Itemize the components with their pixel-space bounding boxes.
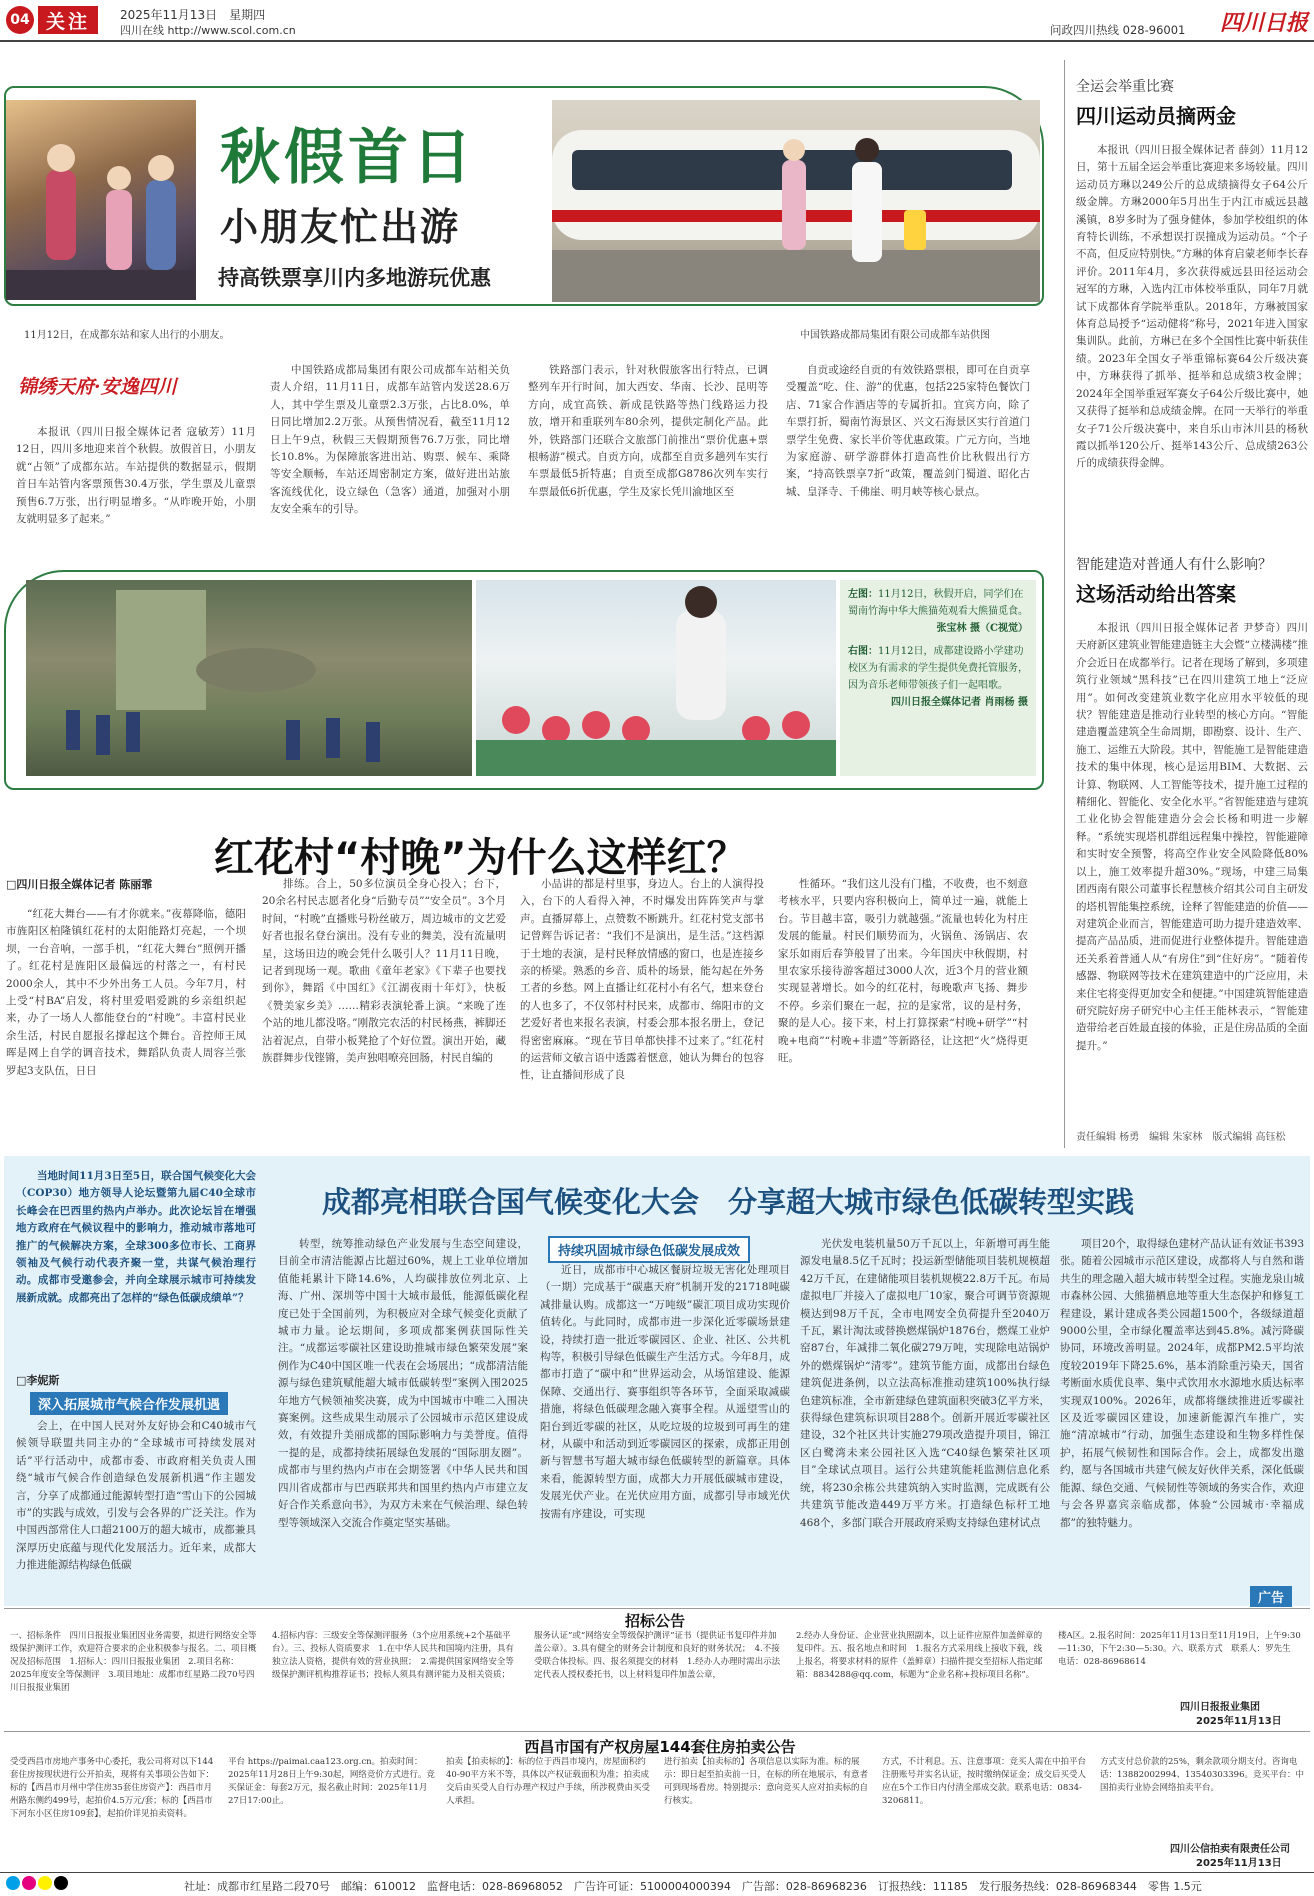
ad2-col-6: 方式支付总价款的25%，剩余款项分期支付。咨询电话：13882002994、13540303396。竞买平台：中国拍卖行业协会网络拍卖平台。 (1100, 1757, 1304, 1793)
ad1-signer: 四川日报报业集团 (1180, 1702, 1260, 1713)
ad2-col-1: 受受西昌市房地产事务中心委托，我公司将对以下144套住房按现状进行公开拍卖，现将有关事项公告如下：标的【西昌市月州中学住房35套住房资产】：西昌市月州路东侧约499号，起拍价4.5万元/套；标的【西昌市下河东小区住房109套】，起拍价详见拍卖资料。 (10, 1757, 215, 1819)
ad2-signer: 四川公信拍卖有限责任公司 (1170, 1844, 1290, 1855)
feature-col-4: 自贡或途经自贡的有效铁路票根，即可在自贡享受覆盖“吃、住、游”的优惠，包括225家特色餐饮门店、71家合作酒店等的专属折扣。宜宾方向，除了车票打折，蜀南竹海景区、兴文石海景区实行首道门票学生免费、家长半价等优惠政策。广元方向，当地为家庭游、研学游群体打造高性价比秋假出行方案，“持高铁票享7折”政策，覆盖剑门蜀道、昭化古城、皇泽寺、千佛崖、明月峡等核心景点。 (786, 364, 1030, 498)
climate-box-head-1: 深入拓展城市气候合作发展机遇 (30, 1392, 228, 1415)
newspaper-logo: 四川日报 (1220, 10, 1309, 36)
column-logo: 锦绣天府·安逸四川 (18, 376, 177, 398)
ad1-title: 招标公告 (624, 1612, 685, 1630)
registration-dot-icon (22, 1876, 36, 1890)
photo-caption-left: 11月12日，在成都东站和家人出行的小朋友。 (24, 330, 230, 341)
climate-intro-author: □李妮斯 (16, 1374, 60, 1387)
page-number: 04 (6, 6, 34, 34)
header-rule (0, 40, 1314, 42)
village-byline: □四川日报全媒体记者 陈丽霏 (6, 878, 153, 891)
classroom-icon (476, 580, 836, 776)
ad2-col-3: 拍卖【拍卖标的】：标的位于西昌市境内，房屋面积约40-90平方米不等，具体以产权证载面积为准；拍卖成交后由买受人自行办理产权过户手续，所涉税费由买受人承担。 (446, 1757, 651, 1806)
village-col-3: 小品讲的都是村里事，身边人。台上的人演得投入，台下的人看得入神，不时爆发出阵阵笑声与掌声。直播屏幕上，点赞数不断跳升。红花村党支部书记曾辉告诉记者：“我们不是演出，是生活。”这档源于土地的表演，是村民释放情感的窗口，也是连接乡亲的桥梁。熟悉的乡音、质朴的场景，能勾起在外务工者的乡愁。网上直播让红花村小有名气，想来登台的人也多了，不仅邻村村民来，成都市、绵阳市的文艺爱好者也来报名表演，村委会那本报名册上，登记得密密麻麻。“现在节目单都快排不过来了。”红花村的运营师文敏言语中透露着惬意，她认为舞台的包容性，让直播间形成了良 (520, 878, 764, 1082)
climate-col-3: 近日，成都市中心城区餐厨垃圾无害化处理项目（一期）完成基于“碳惠天府”机制开发的21718吨碳减排量认购。成都这一“万吨级”碳汇项目成功实现价值转化。与此同时，成都市进一步深化近零碳场景建设，持续打造一批近零碳园区、企业、社区、公共机构等，积极引导绿色低碳生产生活方式。今年8月，成都市打造了“碳中和”世界运动会，从场馆建设、能源保障、交通出行、赛事组织等各环节，全面采取减碳措施，将绿色低碳理念融入赛事全程。从遥望雪山的阳台到近零碳的社区，从吃垃圾的垃圾到可再生的建材，从碳中和活动到近零碳园区的探索，成都正用创新与智慧书写超大城市绿色低碳转型的新篇章。具体来看，能源转型方面，成都大力开展低碳城市建设，发展光伏产业。在光伏应用方面，成都引导市域光伏按需有序建设，可实现 (540, 1264, 790, 1520)
train-icon (552, 100, 1040, 302)
ad2-title: 西昌市国有产权房屋144套住房拍卖公告 (524, 1738, 796, 1756)
feature-col-2: 中国铁路成都局集团有限公司成都车站相关负责人介绍，11月11日，成都车站管内发送28.6万人，其中学生票及儿童票2.3万张，占比8.0%，单日同比增加2.2万张。从预售情况看，截至11月12日上午9点，秋假三天假期预售76.7万张，同比增长10.8%。为保障旅客进出站、购票、候车、乘降等安全顺畅，车站还周密制定方案，做好进出站旅客流线优化，设立绿色（急客）通道，加强对小朋友安全乘车的引导。 (270, 364, 510, 516)
hotline: 问政四川热线 028-96001 (1050, 23, 1186, 37)
climate-col-4: 光伏发电装机量50万千瓦以上，年新增可再生能源发电量8.5亿千瓦时；投运新型储能项目装机规模超42万千瓦，在建储能项目装机规模22.8万千瓦。布局虚拟电厂并接入了虚拟电厂10家，聚合可调节资源规模达到98万千瓦，全市电网安全负荷提升至2040万千瓦，累计淘汰或替换燃煤锅炉1876台，燃煤工业炉窑87台，年减排二氧化碳279万吨，实现除电站锅炉外的燃煤锅炉“清零”。建筑节能方面，成都出台绿色建筑促进条例，以立法高标准推动建筑100%执行绿色建筑标准，全市新建绿色建筑面积突破3亿平方米，获得绿色建筑标识项目288个。创新开展近零碳社区建设，32个社区共计实施279项改造提升项目，锦江区白鹭湾未来公园社区入选“C40绿色繁荣社区项目”全球试点项目。运行公共建筑能耗监测信息化系统，将230余栋公共建筑纳入实时监测，完成既有公共建筑节能改造449万平方米。打造绿色标杆工地468个，多部门联合开展政府采购支持绿色建材试点 (800, 1238, 1050, 1529)
editors-line: 责任编辑 杨勇 编辑 朱家林 版式编辑 高钰松 (1076, 1132, 1286, 1143)
feature-sub-title: 小朋友忙出游 (220, 205, 461, 249)
issue-date: 2025年11月13日 星期四 (120, 8, 266, 22)
feature-col-3: 铁路部门表示，针对秋假旅客出行特点，已调整列车开行时间，加大西安、华南、长沙、昆明等方向，成宜高铁、新成昆铁路等热门线路运力投放，增开和重联列车80余列，提供定制化产品。此外，铁路部门还联合文旅部门前推出“票价优惠+票根畅游”模式。自贡方向，成都至自贡多趟列车实行车票最低5折特惠；自贡至成都G8786次列车实行车票最低6折优惠，学生及家长凭川渝地区至 (528, 364, 768, 498)
sports-kicker: 全运会举重比赛 (1076, 79, 1174, 95)
caption-left-photo: 左图：11月12日，秋假开启，同学们在蜀南竹海中华大熊猫苑观看大熊猫觅食。 (848, 589, 1028, 617)
ad1-col-4: 2.经办人身份证、企业营业执照副本，以上证件应原件加盖鲜章的复印件。五、报名地点和时间 1.报名方式采用线上接收下载，线上报名，将要求材料的原件（盖鲜章）扫描件提交至招标人指定邮箱：8834288@qq.com，标题为“企业名称+投标项目名称”。 (796, 1631, 1043, 1680)
construction-title: 这场活动给出答案 (1076, 582, 1236, 606)
ad2-col-2: 平台 https://paimai.caa123.org.cn。拍卖时间：2025年11月28日上午9:30起，网络竞价方式进行。竞买保证金：每套2万元，报名截止时间：2025年11月27日17:00止。 (228, 1757, 435, 1806)
photo-panda-park (26, 580, 472, 776)
photo-classroom-singing (476, 580, 836, 776)
climate-title: 成都亮相联合国气候变化大会 分享超大城市绿色低碳转型实践 (322, 1185, 1135, 1219)
feature-main-title: 秋假首日 (220, 123, 476, 193)
color-registration-mark (6, 1876, 176, 1892)
registration-dot-icon (38, 1876, 52, 1890)
construction-body: 本报讯（四川日报全媒体记者 尹梦奇）四川天府新区建筑业智能建造链主大会暨“立楼满楼”推介会近日在成都举行。记者在现场了解到，多项建筑行业领域“黑科技”已在四川建筑工地上“泛应用”。如何改变建筑业数字化应用水平较低的现状？智能建造是推动行业转型的核心方向。“智能建造覆盖建筑全生命周期，即勘察、设计、生产、施工、运维五大阶段。其中，智能施工是智能建造技术的集中体现，核心是运用BIM、大数据、云计算、物联网、人工智能等技术，提升施工过程的精细化、智能化、安全化水平。”省智能建造与建筑工业化协会智能建造分会会长杨和明进一步解释。“系统实现塔机群组远程集中操控，智能避障和实时安全预警，将高空作业安全风险降低80%以上，施工效率提升超30%。”现场，中建三局集团西南有限公司董事长程慧核介绍其公司自主研发的塔机智能集控系统，诠释了智能建造的价值——对建筑企业而言，智能建造可助力提升建造效率、提高产品品质，进而促进行业整体提升。智能建造还关系着普通人从“有房住”到“住好房”。“随着传感器、物联网等技术在建筑建造中的广泛应用，未来住宅将变得更加安全和便捷。”中国建筑智能建造研究院好房子研究中心主任王能林表示，“智能建造带给老百姓最直接的体验，正是住房品质的全面提升。” (1076, 622, 1308, 1052)
ad1-col-1: 一、招标条件 四川日报报业集团因业务需要，拟进行网络安全等级保护测评工作，欢迎符合要求的企业积极参与报名。二、项目概况及招标范围 1.招标人：四川日报报业集团 2.项目名称：2025年度安全等保测评 3.项目地址：成都市红星路二段70号四川日报报业集团 (10, 1631, 257, 1693)
feature-col-1: 本报讯（四川日报全媒体记者 寇敏芳）11月12日，四川多地迎来首个秋假。放假首日，小朋友就“占领”了成都东站。车站提供的数据显示，假期首日车站管内客票预售30.4万张，学生票及儿童票预售6.7万张，出行明显增多。“从昨晚开始，小朋友就明显多了起来。” (16, 426, 256, 526)
ad1-col-3: 服务认证”或“网络安全等级保护测评”证书（提供证书复印件并加盖公章）。3.具有健全的财务会计制度和良好的财务状况； 4.不接受联合体投标。四、报名须提交的材料 1.经办人办理时需出示法定代表人授权委托书，以上材料复印件加盖公章， (534, 1631, 781, 1680)
photo-children-station (6, 100, 196, 300)
footer-info: 社址：成都市红星路二段70号 邮编：610012 监督电话：028-86968052 广告许可证：5100004000394 广告部：028-86968236 订报热线：11185 发行服务热线：028-86968344 零售 1.5元 (184, 1880, 1202, 1893)
village-col-2: 排练。合上，50多位演员全身心投入；台下，20余名村民志愿者化身“后勤专员”“安全员”。3个月时间，“村晚”直播账号粉丝破万，周边城市的文艺爱好者也报名登台演出。没有专业的舞美，没有流量明星，这场田边的晚会凭什么吸引人？11月11日晚，记者到现场一观。歌曲《童年老家》《下辈子也要找到你》，舞蹈《中国红》《江湖夜雨十年灯》，快板《赞美家乡美》……精彩表演轮番上演。“来晚了连个站的地儿都没咯。”刚散完农活的村民杨燕，裤脚还沾着泥点，自带小板凳抢了个好位置。演出开始，藏族群舞步伐铿锵，美声独唱嘹亮回肠，村民自编的 (262, 878, 506, 1065)
climate-col-2: 转型，统筹推动绿色产业发展与生态空间建设，目前全市清洁能源占比超过60%，规上工业单位增加值能耗累计下降14.6%，人均碳排放位列北京、上海、广州、深圳等中国十大城市最低，能源低碳化程度已处于全国前列，为积极应对全球气候变化贡献了城市力量。论坛期间，多项成都案例获国际性关注。“成都运零碳社区建设助推城市绿色繁荣发展”案例作为C40中国区唯一代表在会场展出；“成都清洁能源与绿色建筑赋能超大城市低碳转型”案例入围2025年地方气候领袖奖决赛，成为中国城市中唯二入围决赛案例。这些成果生动展示了公园城市示范区建设成效，有效提升美丽成都的国际影响力与美誉度。值得一提的是，成都持续拓展绿色发展的“国际朋友圈”。成都市与里约热内卢市在会期签署《中华人民共和国四川省成都市与巴西联邦共和国里约热内卢市建立友好合作关系意向书》，为双方未来在气候治理、绿色转型等领域深入交流合作奠定坚实基础。 (278, 1238, 528, 1529)
climate-box-head-2: 持续巩固城市绿色低碳发展成效 (548, 1236, 750, 1263)
village-title: 红花村“村晚”为什么这样红？ (214, 835, 747, 881)
ad1-col-2: 4.招标内容：三级安全等保测评服务（3个应用系统+2个基础平台）。三、投标人资质要求 1.在中华人民共和国境内注册，具有独立法人资格，提供有效的营业执照； 2.需提供国家网络安全等级保护测评机构推荐证书；投标人须具有测评能力及相关资质； (272, 1631, 514, 1680)
photo-caption-right: 中国铁路成都局集团有限公司成都车站供图 (800, 330, 990, 341)
construction-kicker: 智能建造对普通人有什么影响？ (1076, 557, 1272, 573)
ad1-date: 2025年11月13日 (1196, 1716, 1282, 1727)
ad2-date: 2025年11月13日 (1196, 1858, 1282, 1869)
ad1-col-5: 楼A区。2.报名时间：2025年11月13日至11月19日，上午9:30—11:30，下午2:30—5:30。六、联系方式 联系人：罗先生 电话：028-86968614 (1058, 1631, 1301, 1667)
panda-park-icon (26, 580, 472, 776)
ad-tag: 广告 (1250, 1586, 1292, 1607)
site-url[interactable]: 四川在线 http://www.scol.com.cn (120, 24, 296, 37)
caption-right-photo: 右图：11月12日，成都建设路小学建功校区为有需求的学生提供免费托管服务，因为音乐老师带领孩子们一起唱歌。 (848, 646, 1028, 691)
caption-left-credit: 张宝林 摄（C视觉） (936, 623, 1028, 634)
climate-intro: 当地时间11月3日至5日，联合国气候变化大会（COP30）地方领导人论坛暨第九届C40全球市长峰会在巴西里约热内卢举办。此次论坛旨在增强地方政府在气候议程中的影响力，推动城市落地可推广的气候解决方案，全球300多位市长、工商界领袖及气候行动代表齐聚一堂，共谋气候治理行动。成都市受邀参会，并向全球展示城市可持续发展新成就。成都亮出了怎样的“绿色低碳成绩单”？ (16, 1170, 256, 1304)
feature-sub-sub-title: 持高铁票享川内多地游玩优惠 (218, 266, 491, 290)
village-col-4: 性循环。“我们这儿没有门槛，不收费，也不刻意考核水平，只要内容积极向上，简单过一遍，就能上台。节目越丰富，吸引力就越强。”流量也转化为村庄发展的能量。村民们顺势而为，火锅鱼、汤锅店、农家乐如雨后春笋般冒了出来。今年国庆中秋假期，村里农家乐接待游客超过3000人次，近3个月的营业额实现显著增长。如今的红花村，每晚歌声飞扬、舞步不停。乡亲们聚在一起，拉的是家常，议的是村务，聚的是人心。接下来，村上打算探索“村晚+研学”“村晚+电商”“村晚+非遗”等新路径，让这把“火”烧得更旺。 (778, 878, 1028, 1065)
climate-col-1: 会上，在中国人民对外友好协会和C40城市气候领导联盟共同主办的“全球城市可持续发展对话”平行活动中，成都市委、市政府相关负责人围绕“城市气候合作创造绿色发展新机遇”作主题发言，分享了成都通过能源转型打造“雪山下的公园城市”的实践与成效，引发与会各界的广泛关注。作为中国西部常住人口超2100万的超大城市，成都兼具深厚历史底蕴与现代化发展活力。近年来，成都大力推进能源结构绿色低碳 (16, 1420, 256, 1572)
registration-dot-icon (54, 1876, 68, 1890)
sports-title: 四川运动员摘两金 (1076, 104, 1236, 128)
village-col-1: “红花大舞台——有才你就来。”夜幕降临，德阳市旌阳区柏隆镇红花村的太阳能路灯亮起，一个坝坝，一台音响，一部手机，“红花大舞台”照例开播了。红花村是旌阳区最偏远的村落之一，有村民2000余人，其中不少外出务工人员。今年7月，村上受“村BA”启发，将村里爱唱爱跳的乡亲组织起来，办了一场人人都能登台的“村晚”。丰富村民业余生活，村民自愿报名撑起这个舞台。音控师王凤晖是网上自学的调音技术，舞蹈队负责人周容兰张罗起3支队伍，日日 (6, 908, 246, 1077)
climate-col-5: 项目20个，取得绿色建材产品认证有效证书393张。随着公园城市示范区建设，成都将人与自然和谐共生的理念融入超大城市转型全过程。实施龙泉山城市森林公园、大熊猫栖息地等重大生态保护和修复工程建设，累计建成各类公园超1500个，各级绿道超9000公里，全市绿化覆盖率达到45.8%。减污降碳协同，环境改善明显。2024年，成都PM2.5平均浓度较2019年下降25.6%，基本消除重污染天，国省考断面水质优良率、集中式饮用水水源地水质达标率实现双100%。2026年，成都将继续推进近零碳社区及近零碳园区建设，加速新能源汽车推广，实施“清凉城市”行动，加强生态建设和生物多样性保护，拓展气候韧性和国际合作。会上，成都发出邀约，愿与各国城市共建气候友好伙伴关系，深化低碳能源、绿色交通、气候韧性等领域的务实合作，欢迎与会各界嘉宾亲临成都，体验“公园城市·幸福成都”的独特魅力。 (1060, 1238, 1304, 1529)
right-column-divider (1064, 60, 1065, 1148)
ad2-col-5: 方式，不计利息。五、注意事项：竞买人需在中拍平台注册账号并实名认证，按时缴纳保证金；成交后买受人应在5个工作日内付清全部成交款。联系电话：0834-3206811。 (882, 1757, 1087, 1806)
caption-right-credit: 四川日报全媒体记者 肖雨杨 摄 (891, 697, 1028, 708)
photo-captions-box (840, 580, 1036, 776)
section-label: 关注 (38, 6, 98, 34)
ad2-col-4: 进行拍卖【拍卖标的】各项信息以实际为准。标的展示：即日起至拍卖前一日，在标的所在地展示，有意者可到现场看房。特别提示：意向竞买人应对拍卖标的自行核实。 (664, 1757, 869, 1806)
photo-high-speed-train (552, 100, 1040, 302)
footer-rule (0, 1872, 1314, 1873)
registration-dot-icon (6, 1876, 20, 1890)
sports-body: 本报讯（四川日报全媒体记者 薛剑）11月12日，第十五届全运会举重比赛迎来多场较量。四川运动员方琳以249公斤的总成绩摘得女子64公斤级金牌。方琳2000年5月出生于内江市威远县越溪镇，8岁多时为了强身健体，参加学校组织的体育特长训练，不承想误打误撞成为运动员。“个子不高，但反应特别快。”方琳的体育启蒙老师李长春评价。2011年4月，多次获得威远县田径运动会冠军的方琳，入选内江市体校举重队，同年7月就试下成都体育学院举重队。2018年，方琳被国家体育总局授予“运动健将”称号，2021年进入国家集训队。此前，方琳已在多个全国性比赛中斩获佳绩。2023年全国女子举重锦标赛64公斤级决赛中，方琳获得了抓举、挺举和总成绩3枚金牌；2024年全国举重冠军赛女子64公斤级比赛中，她又获得了挺举和总成绩金牌。在同一天举行的举重女子71公斤级决赛中，来自乐山市沐川县的杨秋霞以抓举120公斤、挺举143公斤、总成绩263公斤的成绩获得金牌。 (1076, 144, 1308, 470)
children-figures-icon (6, 100, 196, 300)
